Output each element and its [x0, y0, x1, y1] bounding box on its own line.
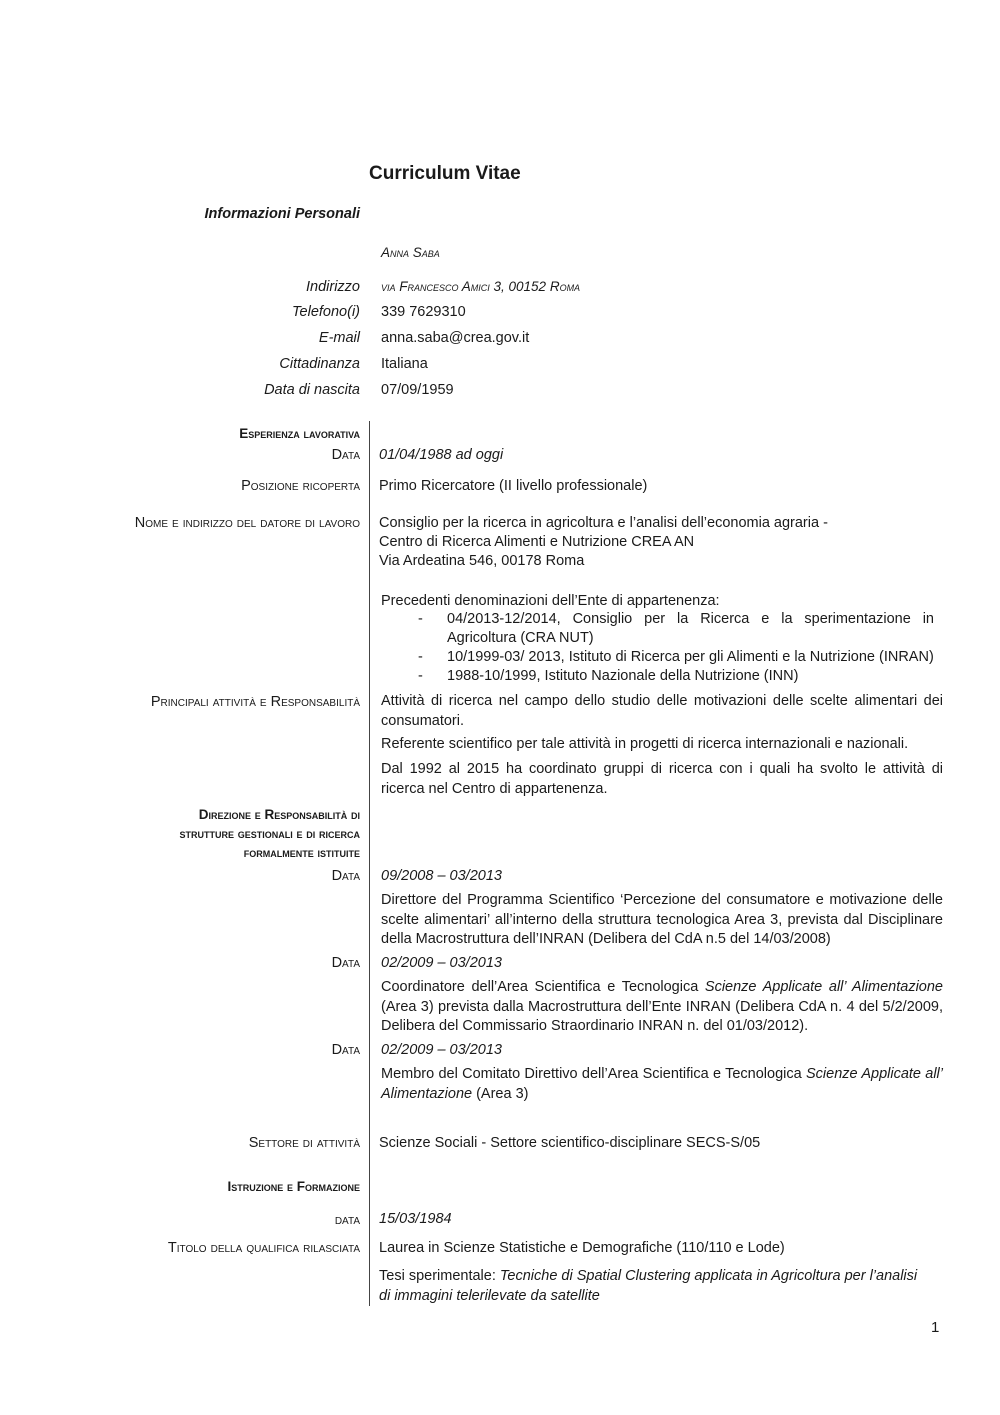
activity-paragraph: Referente scientifico per tale attività in progetti di ricerca internazionali e nazionali.: [381, 736, 909, 752]
field-label-citizenship: Cittadinanza: [279, 356, 360, 372]
direction-date-label: Data: [331, 868, 360, 884]
direction-heading-line: formalmente istituite: [243, 845, 360, 860]
direction-heading-line: strutture gestionali e di ricerca: [179, 826, 360, 841]
qualification-label: Titolo della qualifica rilasciata: [167, 1240, 360, 1256]
previous-intro: Precedenti denominazioni dell’Ente di appartenenza:: [381, 593, 720, 609]
employer-label: Nome e indirizzo del datore di lavoro: [134, 515, 360, 531]
activity-paragraph: Attività di ricerca nel campo dello studio delle motivazioni delle scelte alimentari dei consumatori.: [381, 693, 943, 729]
activities-label: Principali attività e Responsabilità: [150, 694, 360, 710]
direction-date-value: 02/2009 – 03/2013: [381, 955, 502, 971]
column-divider: [369, 421, 370, 1306]
field-label-birthdate: Data di nascita: [264, 382, 360, 398]
direction-date-label: Data: [331, 1042, 360, 1058]
thesis-text: Tesi sperimentale: Tecniche di Spatial Clustering applicata in Agricoltura per l’analisi di immagini telerilevate da satellite: [379, 1268, 918, 1304]
employer-line: Centro di Ricerca Alimenti e Nutrizione CREA AN: [379, 534, 695, 550]
employer-line: Consiglio per la ricerca in agricoltura e l’analisi dell’economia agraria -: [379, 515, 828, 531]
education-date-label: data: [334, 1212, 360, 1228]
field-value-citizenship: Italiana: [381, 356, 428, 372]
personal-heading: Informazioni Personali: [204, 206, 360, 222]
work-date-label: Data: [331, 447, 360, 463]
sector-label: Settore di attività: [248, 1135, 360, 1151]
direction-text: Coordinatore dell’Area Scientifica e Tecnologica Scienze Applicate all’ Alimentazione (Area 3) prevista dalla Macrostruttura dell’Ente INRAN (Delibera CdA n. 4 del 5/2/2009, Delibera del Commissario Straordinario INRAN n. del 01/03/2012).: [381, 979, 943, 1034]
position-value: Primo Ricercatore (II livello professionale): [379, 478, 648, 494]
work-date-value: 01/04/1988 ad oggi: [379, 447, 504, 463]
page-number: 1: [931, 1319, 940, 1336]
list-item: - 04/2013-12/2014, Consiglio per la Ricerca e la sperimentazione in Agricoltura (CRA NUT): [381, 610, 934, 648]
direction-date-label: Data: [331, 955, 360, 971]
qualification-value: Laurea in Scienze Statistiche e Demografiche (110/110 e Lode): [379, 1240, 785, 1256]
employer-line: Via Ardeatina 546, 00178 Roma: [379, 553, 585, 569]
field-label-email: E-mail: [318, 330, 360, 346]
direction-text: Membro del Comitato Direttivo dell’Area Scientifica e Tecnologica Scienze Applicate all’ Alimentazione (Area 3): [381, 1066, 944, 1102]
education-date-value: 15/03/1984: [379, 1211, 452, 1227]
field-label-phone: Telefono(i): [292, 304, 360, 320]
direction-date-value: 09/2008 – 03/2013: [381, 868, 502, 884]
field-value-birthdate: 07/09/1959: [381, 382, 454, 398]
list-item: - 10/1999-03/ 2013, Istituto di Ricerca per gli Alimenti e la Nutrizione (INRAN): [381, 648, 934, 667]
direction-date-value: 02/2009 – 03/2013: [381, 1042, 502, 1058]
work-heading: Esperienza lavorativa: [239, 426, 360, 441]
education-heading: Istruzione e Formazione: [227, 1179, 360, 1194]
field-label-address: Indirizzo: [306, 279, 360, 295]
sector-value: Scienze Sociali - Settore scientifico-disciplinare SECS-S/05: [379, 1135, 761, 1151]
field-value-phone: 339 7629310: [381, 304, 466, 320]
page-title: Curriculum Vitae: [369, 163, 521, 184]
field-value-email: anna.saba@crea.gov.it: [381, 330, 530, 346]
field-value-address: via Francesco Amici 3, 00152 Roma: [381, 279, 581, 294]
previous-list: [381, 610, 934, 686]
activity-paragraph: Dal 1992 al 2015 ha coordinato gruppi di ricerca con i quali ha svolto le attività di ricerca nel Centro di appartenenza.: [381, 761, 943, 797]
direction-heading-line: Direzione e Responsabilità di: [198, 807, 360, 822]
position-label: Posizione ricoperta: [241, 478, 360, 494]
direction-text: Direttore del Programma Scientifico ‘Percezione del consumatore e motivazione delle scelte alimentari’ all’interno della struttura tecnologica Area 3, prevista dal Disciplinare della Macrostruttura dell’INRAN (Delibera del CdA n.5 del 14/03/2008): [381, 892, 943, 947]
list-item: - 1988-10/1999, Istituto Nazionale della Nutrizione (INN): [381, 667, 934, 686]
person-name: Anna Saba: [381, 245, 440, 260]
